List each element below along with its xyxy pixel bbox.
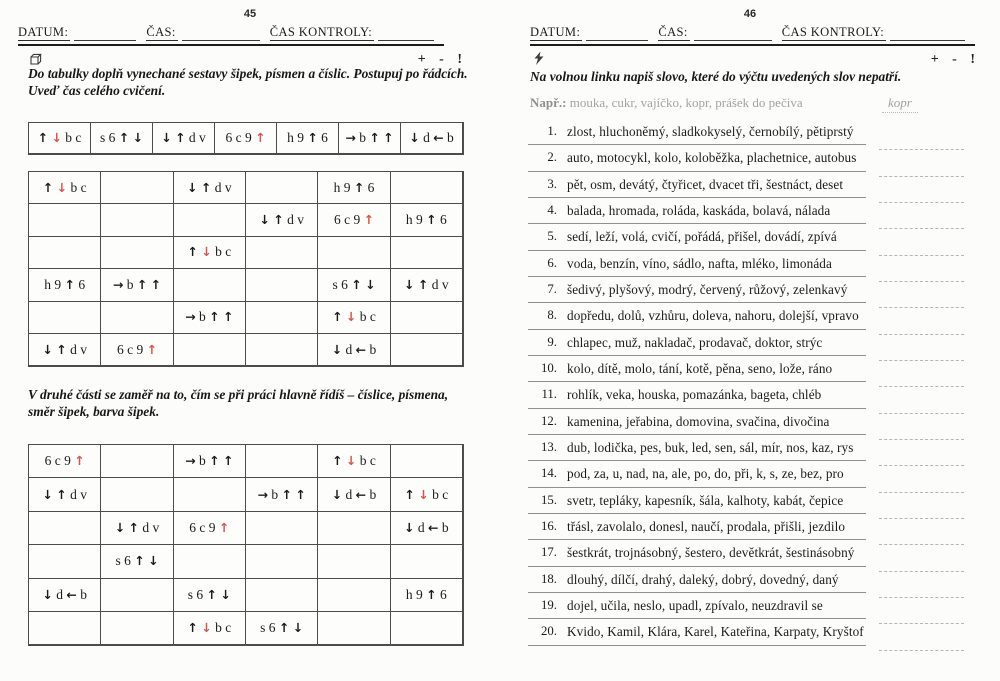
empty-fill-cell [318,237,390,269]
empty-fill-cell [29,612,101,645]
sequence-cell: ↑ ↓ b c [391,478,463,511]
sequence-cell: → b ↑ ↑ [339,123,401,154]
item-underline [528,223,866,224]
list-item [528,358,975,384]
empty-fill-cell [101,204,173,236]
item-number: 14. [541,466,557,481]
list-item [528,121,975,147]
empty-fill-cell [391,302,463,334]
sequence-cell: s 6 ↑ ↓ [318,269,390,301]
item-words: auto, motocykl, kolo, koloběžka, plachetnice, autobus [567,150,857,166]
cas-label: ČAS: [146,25,176,39]
cas-kontroly-label: ČAS KONTROLY: [269,25,373,39]
list-item [528,411,975,437]
item-words: chlapec, muž, nakladač, prodavač, doktor, strýc [567,334,823,350]
item-words: balada, hromada, roláda, kaskáda, bolavá, nálada [567,202,831,218]
datum-write-line [74,39,136,41]
cas-kontroly-label: ČAS KONTROLY: [781,25,885,39]
empty-fill-cell [101,237,173,269]
sequence-cell: ↓ d ← b [29,579,101,612]
list-item [528,463,975,489]
empty-fill-cell [101,445,173,478]
sequence-cell: s 6 ↑ ↓ [174,579,246,612]
list-item [528,279,975,305]
item-words: dojel, učila, neslo, upadl, zpívalo, neuzdravil se [567,597,823,613]
sequence-cell: s 6 ↑ ↓ [246,612,318,645]
item-underline [528,302,866,303]
empty-fill-cell [318,512,390,545]
item-number: 7. [547,281,557,296]
sequence-cell: ↑ ↓ b c [174,237,246,269]
item-words: zlost, hluchoněmý, sladkokyselý, černobílý, pětiprstý [567,124,854,139]
empty-fill-cell [246,545,318,578]
list-item [528,542,975,568]
item-words: třásl, zavolalo, donesl, naučí, prodala, přišli, jezdilo [567,518,846,534]
item-underline [528,434,866,435]
list-item [528,253,975,279]
empty-fill-cell [101,172,173,204]
example-answer: kopr [882,95,918,113]
cas-kontroly-write-line [378,39,434,41]
sequence-cell: → b ↑ ↑ [101,269,173,301]
cas-write-line [182,39,260,41]
item-underline [528,460,866,461]
item-number: 9. [547,334,557,349]
list-item [528,621,975,647]
empty-fill-cell [318,579,390,612]
key-sequence-row [28,122,464,155]
page-46 [500,0,1000,681]
list-item [528,226,975,252]
example-row [530,95,978,111]
page-number: 46 [743,8,757,20]
list-item [528,384,975,410]
item-underline [528,513,866,514]
cas-write-line [694,39,772,41]
instruction-2-line1: V druhé části se zaměř na to, čím se při práci hlavně řídíš – číslice, písmena, [28,387,449,402]
item-number: 8. [547,308,557,323]
sequence-cell: ↓ ↑ d v [174,172,246,204]
sequence-cell: 6 c 9 ↑ [215,123,277,154]
item-number: 10. [541,360,557,375]
empty-fill-cell [391,334,463,366]
item-words: pod, za, u, nad, na, ale, po, do, při, k, s, ze, bez, pro [567,466,844,482]
empty-fill-cell [391,172,463,204]
sequence-cell: 6 c 9 ↑ [101,334,173,366]
sequence-cell: h 9 ↑ 6 [391,579,463,612]
item-number: 6. [547,255,557,270]
sequence-cell: s 6 ↑ ↓ [91,123,153,154]
item-number: 13. [541,439,557,454]
item-underline [528,381,866,382]
item-words: kolo, dítě, molo, tání, kotě, pěna, seno, lože, ráno [567,360,833,376]
item-number: 1. [547,124,557,138]
empty-fill-cell [246,237,318,269]
sequence-cell: h 9 ↑ 6 [391,204,463,236]
item-underline [528,566,866,567]
sequence-cell: ↑ ↓ b c [174,612,246,645]
item-number: 15. [541,492,557,507]
word-list [528,121,975,648]
instruction: Na volnou linku napiš slovo, které do výčtu uvedených slov nepatří. [530,69,902,84]
sequence-cell: ↑ ↓ b c [318,302,390,334]
header-row [18,25,444,46]
item-words: dopředu, dolů, vzhůru, doleva, nahoru, dolejší, vpravo [567,308,859,324]
sequence-cell: ↑ ↓ b c [318,445,390,478]
list-item [528,595,975,621]
instruction-1-line2: Uveď čas celého cvičení. [28,83,166,99]
empty-fill-cell [246,512,318,545]
item-number: 4. [547,202,557,217]
item-number: 20. [541,624,557,639]
empty-fill-cell [246,269,318,301]
item-underline [528,592,866,593]
item-number: 12. [541,413,557,428]
item-words: kamenina, jeřabina, domovina, svačina, divočina [567,413,830,429]
item-number: 2. [547,150,557,165]
sequence-cell: ↓ ↑ d v [29,334,101,366]
item-words: šestkrát, trojnásobný, šestero, devětkrát, šestinásobný [567,545,855,561]
empty-fill-cell [29,302,101,334]
item-underline [528,408,866,409]
cas-label: ČAS: [658,25,688,39]
list-item [528,305,975,331]
item-underline [528,197,866,198]
sequence-cell: ↓ ↑ d v [153,123,215,154]
item-underline [528,171,866,172]
item-words: Kvido, Kamil, Klára, Karel, Kateřina, Karpaty, Kryštof [567,624,864,640]
fill-in-table-1 [28,171,464,367]
item-words: pět, osm, devátý, čtyřicet, dvacet tři, šestnáct, deset [567,176,844,192]
example-label: Např.: [530,95,567,110]
empty-fill-cell [174,478,246,511]
answer-line [879,650,964,651]
sequence-cell: ↓ d ← b [318,334,390,366]
scoring-marks: + - ! [417,52,462,67]
sequence-cell: 6 c 9 ↑ [318,204,390,236]
item-number: 5. [547,229,557,244]
item-underline [528,355,866,356]
item-words: šedivý, plyšový, modrý, červený, růžový, zelenkavý [567,281,848,297]
empty-fill-cell [391,237,463,269]
sequence-cell: → b ↑ ↑ [246,478,318,511]
item-underline [528,250,866,251]
empty-fill-cell [246,579,318,612]
sequence-cell: s 6 ↑ ↓ [101,545,173,578]
list-item [528,200,975,226]
item-words: svetr, tepláky, kapesník, šála, kalhoty, kabát, čepice [567,492,844,508]
sequence-cell: ↓ ↑ d v [246,204,318,236]
empty-fill-cell [174,269,246,301]
empty-fill-cell [246,334,318,366]
empty-fill-cell [246,302,318,334]
fill-in-table-2 [28,444,464,646]
empty-fill-cell [29,545,101,578]
sequence-cell: h 9 ↑ 6 [318,172,390,204]
scoring-marks: + - ! [930,52,975,67]
empty-fill-cell [101,612,173,645]
empty-fill-cell [391,545,463,578]
empty-fill-cell [318,612,390,645]
list-item [528,174,975,200]
sequence-cell: ↓ ↑ d v [29,478,101,511]
cas-kontroly-write-line [890,39,965,41]
sequence-cell: → b ↑ ↑ [174,445,246,478]
item-number: 19. [541,597,557,612]
item-underline [528,329,866,330]
sequence-cell: ↓ d ← b [391,512,463,545]
sequence-cell: 6 c 9 ↑ [174,512,246,545]
item-number: 17. [541,545,557,560]
item-underline [528,618,866,619]
empty-fill-cell [391,445,463,478]
item-underline [528,487,866,488]
sequence-cell: ↓ d ← b [318,478,390,511]
instruction-2-line2: směr šipek, barva šipek. [28,404,160,420]
sequence-cell: 6 c 9 ↑ [29,445,101,478]
list-item [528,147,975,173]
example-words: mouka, cukr, vajíčko, kopr, prášek do pečiva [569,95,803,110]
item-underline [528,645,866,646]
empty-fill-cell [101,478,173,511]
instruction-1-line1: Do tabulky doplň vynechané sestavy šipek, písmen a číslic. Postupuj po řádcích. [28,66,468,81]
empty-fill-cell [174,204,246,236]
sequence-cell: h 9 ↑ 6 [29,269,101,301]
sequence-cell: ↑ ↓ b c [29,123,91,154]
sequence-cell: ↓ ↑ d v [391,269,463,301]
item-number: 18. [541,571,557,586]
item-number: 3. [547,176,557,191]
item-number: 11. [541,387,557,402]
item-words: dub, lodička, pes, buk, led, sen, sál, mír, nos, kaz, rys [567,439,854,455]
item-underline [528,539,866,540]
item-number: 16. [541,518,557,533]
datum-write-line [586,39,648,41]
sequence-cell: → b ↑ ↑ [174,302,246,334]
instruction-2 [28,386,476,421]
item-underline [528,144,866,145]
datum-label: DATUM: [530,25,581,39]
item-words: sedí, leží, volá, cvičí, pořádá, přišel, dovádí, zpívá [567,229,837,245]
empty-fill-cell [29,512,101,545]
list-item [528,569,975,595]
sequence-cell: ↑ ↓ b c [29,172,101,204]
item-underline [528,276,866,277]
list-item [528,437,975,463]
empty-fill-cell [101,302,173,334]
item-words: voda, benzín, víno, sádlo, nafta, mléko, limonáda [567,255,832,271]
header-row [530,25,975,46]
item-words: rohlík, veka, houska, pomazánka, bageta, chléb [567,387,822,403]
empty-fill-cell [29,237,101,269]
list-item [528,490,975,516]
sequence-cell: h 9 ↑ 6 [277,123,339,154]
empty-fill-cell [174,334,246,366]
page-number: 45 [243,8,257,20]
list-item [528,516,975,542]
empty-fill-cell [101,579,173,612]
empty-fill-cell [29,204,101,236]
empty-fill-cell [246,172,318,204]
sequence-cell: ↓ d ← b [401,123,463,154]
sequence-cell: ↓ ↑ d v [101,512,173,545]
empty-fill-cell [246,445,318,478]
empty-fill-cell [174,545,246,578]
empty-fill-cell [391,612,463,645]
list-item [528,332,975,358]
empty-fill-cell [318,545,390,578]
datum-label: DATUM: [18,25,69,39]
item-words: dlouhý, dílčí, drahý, daleký, dobrý, dovedný, daný [567,571,839,587]
instruction-1 [28,65,476,100]
